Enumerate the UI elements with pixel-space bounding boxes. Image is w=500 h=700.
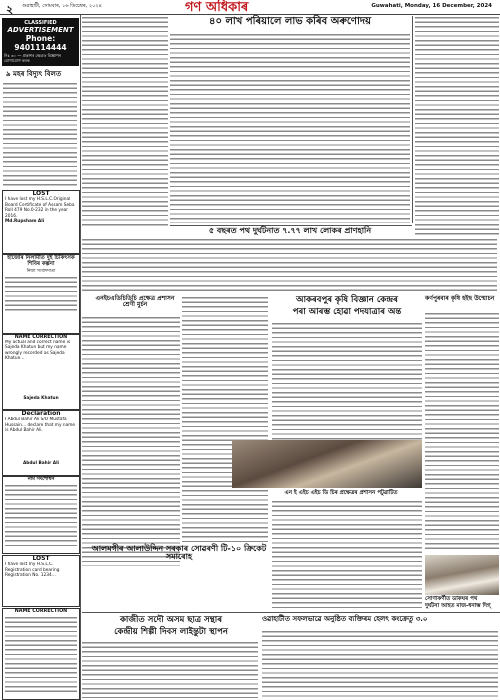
assamese-notice-body (5, 484, 77, 546)
lost-1-heading: LOST (32, 190, 50, 197)
date-right: Guwahati, Monday, 16 December, 2024 (371, 3, 492, 9)
right-body (425, 312, 499, 552)
right-photo (425, 555, 499, 595)
classified-note: নিঃ ৩০ — প্ৰকাশৰ ক্ষেত্ৰত বিজ্ঞাপন যোগাযোগ কৰক (4, 53, 62, 63)
name-correction-1-heading: NAME CORRECTION (14, 335, 68, 340)
declaration-heading: Declaration (21, 410, 61, 417)
top-article-body (170, 33, 410, 223)
bottom-right-body (262, 630, 498, 698)
page-number: ২ (6, 3, 14, 16)
group-photo (232, 440, 422, 488)
lost-2-heading: LOST (32, 555, 50, 562)
bottom-left-headline-1: কাজীত সদৌ অসম ছাত্ৰ সন্থাৰ (119, 615, 223, 625)
right-subhead-2: দুৰ্ঘটনা আহত মাজ-ধনাম্ভ দিগ্ (425, 603, 491, 609)
notice-byline: নিজা সংবাদদাতা (26, 268, 56, 274)
classified-box (2, 18, 79, 66)
lost-2-body: I have lost my H.S.L.C. Registration card bearing Registration No. 1234... (5, 562, 60, 579)
left-article-heading: ৯ মহৰ বিদ্যুৎ বিলত (6, 70, 62, 78)
sec-a-caption: আলমগীৰ আলাউদ্দিন সৰকাৰ সোৱৰণী টি-১০ ক্ৰিকেট সমাৰোহ (91, 544, 267, 562)
mid-headline: ৫ বছৰত পথ দুৰ্ঘটনাত ৭.৭৭ লাখ লোকৰ প্ৰাণহানি (208, 226, 372, 235)
top-headline: ৪০ লাখ পৰিয়ালে লাভ কৰিব অৰুণোদয় (208, 16, 371, 27)
bottom-left-body (82, 641, 258, 698)
classified-label: CLASSIFIED (24, 20, 57, 26)
sec-b-headline-1: আকৰবপুৰ কৃষি বিজ্ঞান কেন্দ্ৰৰ (296, 295, 398, 305)
declaration-box (2, 410, 80, 476)
notice-box (2, 254, 80, 334)
declaration-name: Abdul Bahir Ali (22, 461, 60, 467)
mid-article-body (82, 238, 497, 292)
date-left: গুৱাহাটী, সোমবাৰ, ১৬ ডিচেম্বৰ, ২০২৪ (22, 3, 102, 9)
name-correction-2-heading: NAME CORRECTION (14, 609, 68, 614)
sec-b-subhead: এন ই এইচ এইচ ডি চিৰ প্ৰক্ষেত্ৰৰ প্ৰশাসন পটুৱাটিত (284, 490, 398, 496)
name-correction-1-body: My actual and correct name is Sajeda Khatun but my name wrongly recorded as Sajeda Khatun... (5, 340, 71, 362)
right-headline: কৰ্ণপুৰবাৰ কৃষি হইছ উন্মোচন (425, 295, 495, 302)
left-article-body (3, 82, 77, 188)
sec-a-body-2 (182, 296, 268, 542)
name-correction-2-body (5, 616, 77, 692)
bottom-right-headline: ওৱাহাটীত সফলভাৱে অনুষ্ঠিত ব্যক্তিৰম হেলৎ কংক্ৰেতু ৩.০ (262, 615, 428, 623)
assamese-notice-box (2, 476, 80, 554)
sec-b-body-2 (272, 500, 422, 610)
notice-heading: হাজোৰ নিলামীত দুই চিকিৎসক শিবিৰ কল্পনা (7, 255, 75, 267)
classified-phone: Phone: 9401114444 (14, 34, 67, 52)
top-right-article-body (415, 16, 499, 238)
lost-1-name: Md.Rupsham Ali (5, 218, 45, 224)
sec-b-headline-2: পৰা আৰম্ভ হোৱা পদযাত্ৰাৰ অন্ত (292, 307, 402, 317)
masthead: গণ অধিকাৰ (185, 0, 249, 15)
bottom-rule (82, 612, 500, 613)
sec-a-headline: এনইচএডিচিডিচি প্ৰক্ষেত্ৰ প্ৰশাসন শ্ৰেণী মুৰ্চন (95, 295, 175, 309)
sec-b-body (272, 322, 422, 440)
right-subhead-1: সোণাকৰ্ণীত ডাকঘৰ পথ (425, 596, 478, 602)
lost-notice-1 (2, 190, 80, 254)
lost-1-body: I have lost my H.S.L.C.Original Board Certificate of Assam Seba Roll 479 No.0-232 in the year 2016. (5, 197, 75, 219)
declaration-body: I Abdul Bahir Ali S/O Mustafa Hussain... declare that my name is Abdul Bahir Ali. (5, 417, 76, 434)
sec-a-body (82, 316, 180, 566)
notice-body (5, 276, 77, 314)
column-rule (412, 16, 413, 223)
classified-title: ADVERTISEMENT (7, 26, 74, 34)
top-left-article-body (82, 16, 168, 226)
name-correction-1-name: Sajeda Khatun (23, 396, 59, 402)
bottom-left-headline-2: কেন্দ্ৰীয় শিল্পী দিবস লাইন্তুটা স্থাপন (114, 627, 228, 637)
assamese-notice-heading: নাম সংশোধন (27, 476, 55, 482)
name-correction-2 (2, 608, 80, 700)
name-correction-1 (2, 334, 80, 410)
lost-notice-2 (2, 555, 80, 607)
